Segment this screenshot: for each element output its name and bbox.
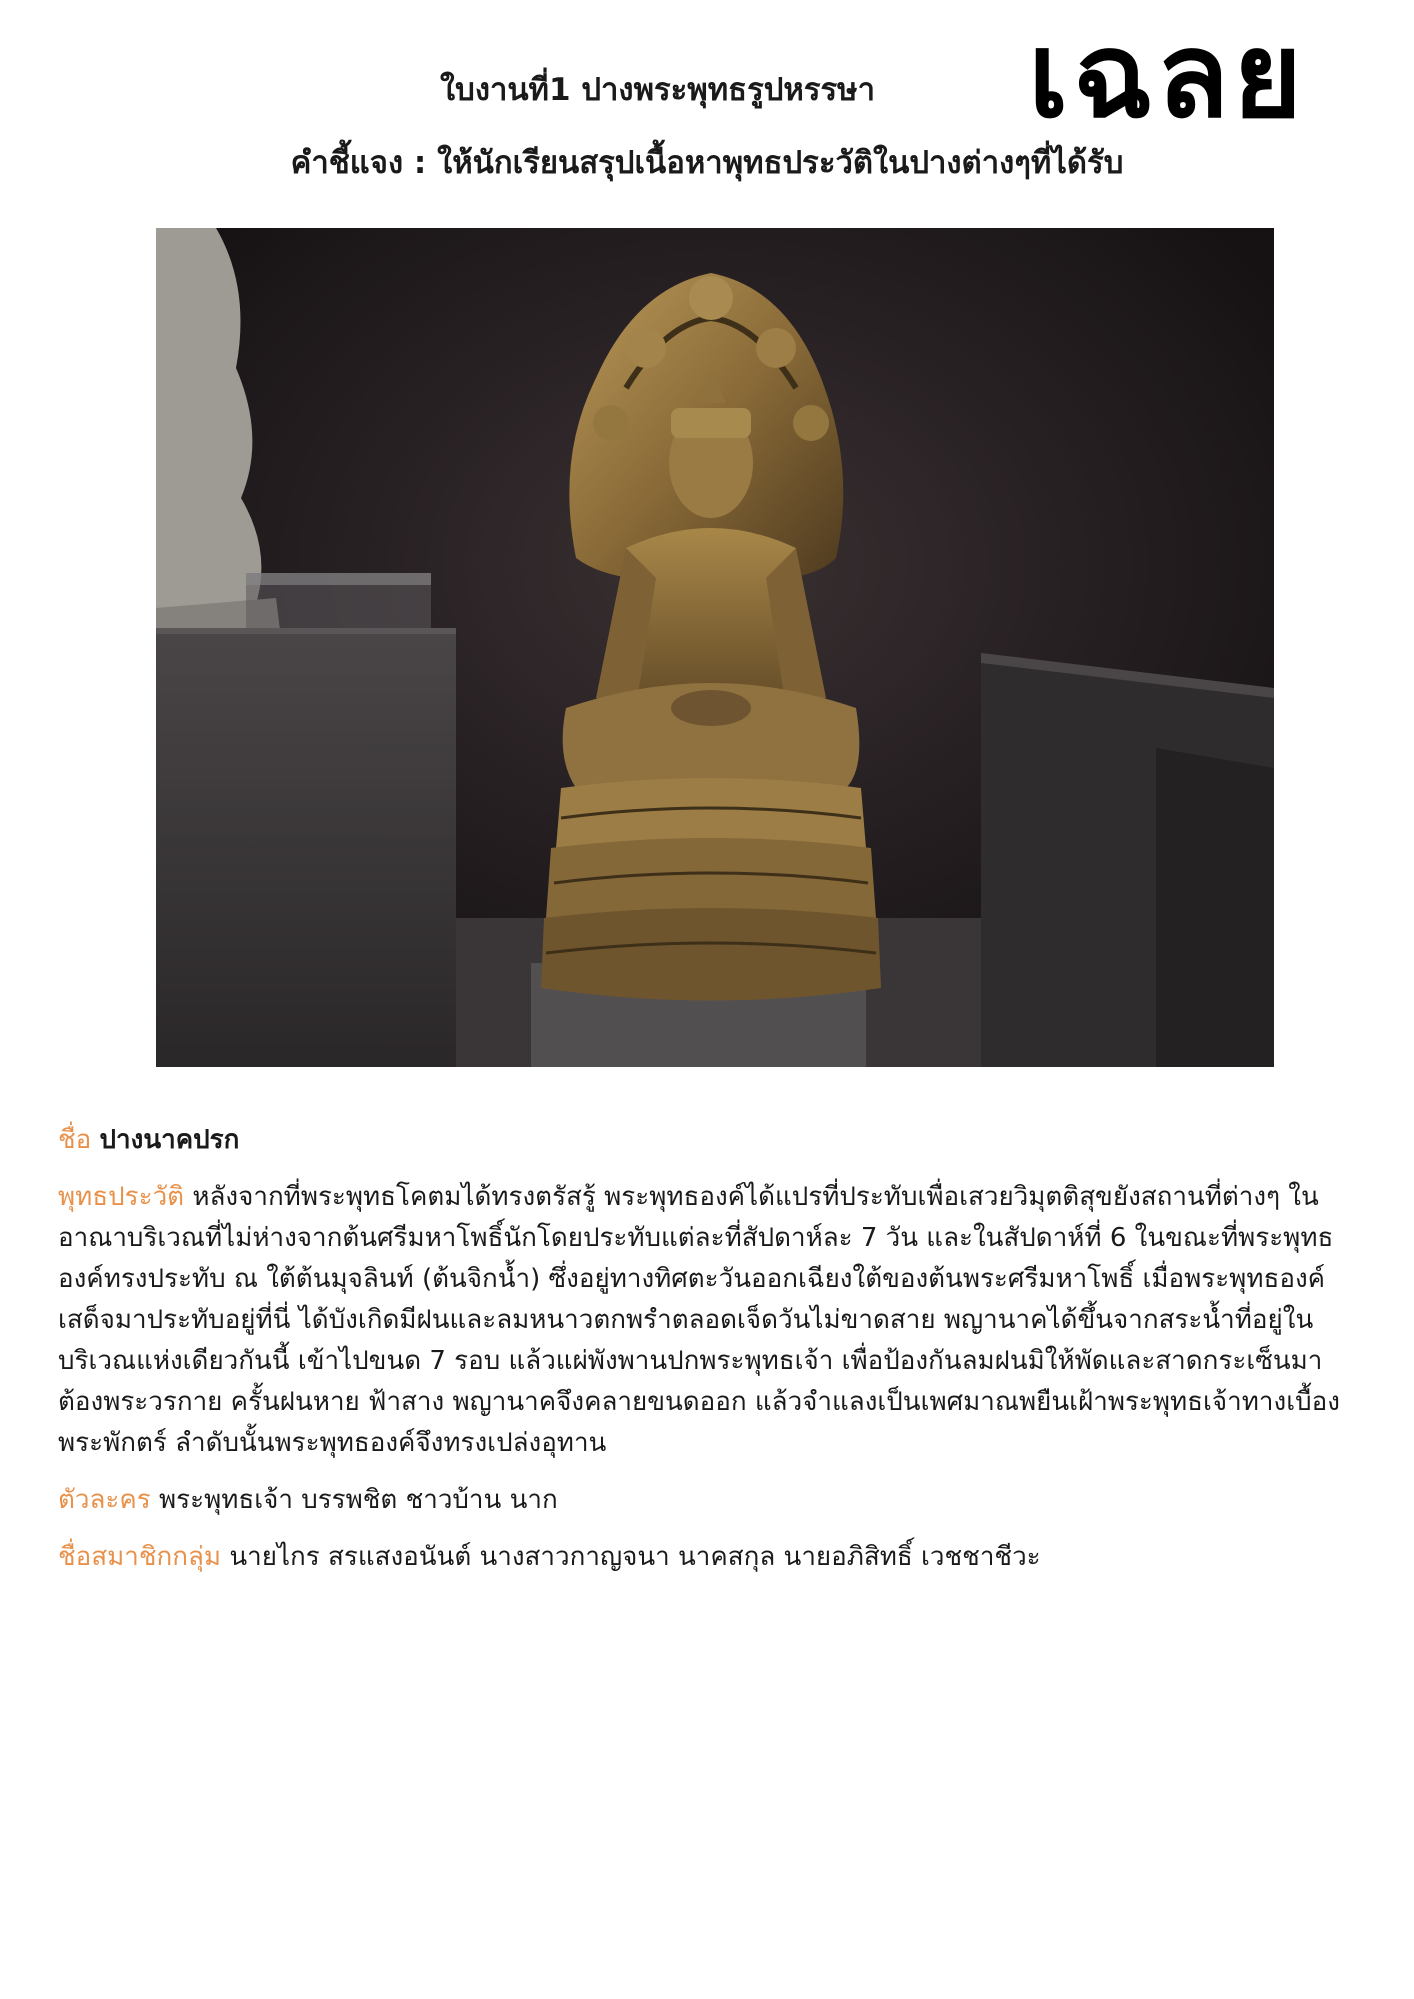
history-label: พุทธประวัติ xyxy=(58,1182,185,1212)
characters-value: พระพุทธเจ้า บรรพชิต ชาวบ้าน นาก xyxy=(159,1485,558,1515)
worksheet-title: ใบงานที่1 ปางพระพุทธรูปหรรษา xyxy=(440,72,875,108)
characters-field xyxy=(58,1480,1358,1521)
answer-key-stamp: เฉลย xyxy=(1028,6,1307,144)
members-label: ชื่อสมาชิกกลุ่ม xyxy=(58,1542,222,1572)
name-value: ปางนาคปรก xyxy=(99,1125,240,1155)
naga-buddha-statue-photo xyxy=(156,228,1274,1067)
name-field xyxy=(58,1120,1358,1161)
characters-label: ตัวละคร xyxy=(58,1485,151,1515)
summary-content xyxy=(58,1120,1358,1594)
worksheet-instructions: คำชี้แจง : ให้นักเรียนสรุปเนื้อหาพุทธประวัติในปางต่างๆที่ได้รับ xyxy=(290,145,1124,181)
history-field xyxy=(58,1177,1358,1464)
name-label: ชื่อ xyxy=(58,1125,92,1155)
history-text: หลังจากที่พระพุทธโคตมได้ทรงตรัสรู้ พระพุทธองค์ได้แปรที่ประทับเพื่อเสวยวิมุตติสุขยังสถานที่ต่างๆ ในอาณาบริเวณที่ไม่ห่างจากต้นศรีมหาโพธิ์นักโดยประทับแต่ละที่สัปดาห์ละ 7 วัน และในสัปดาห์ที่ 6 ในขณะที่พระพุทธองค์ทรงประทับ ณ ใต้ต้นมุจลินท์ (ต้นจิกน้ำ) ซึ่งอยู่ทางทิศตะวันออกเฉียงใต้ของต้นพระศรีมหาโพธิ์ เมื่อพระพุทธองค์เสด็จมาประทับอยู่ที่นี่ ได้บังเกิดมีฝนและลมหนาวตกพรำตลอดเจ็ดวันไม่ขาดสาย พญานาคได้ขึ้นจากสระน้ำที่อยู่ในบริเวณแห่งเดียวกันนี้ เข้าไปขนด 7 รอบ แล้วแผ่พังพานปกพระพุทธเจ้า เพื่อป้องกันลมฝนมิให้พัดและสาดกระเซ็นมาต้องพระวรกาย ครั้นฝนหาย ฟ้าสาง พญานาคจึงคลายขนดออก แล้วจำแลงเป็นเพศมาณพยืนเฝ้าพระพุทธเจ้าทางเบื้องพระพักตร์ ลำดับนั้นพระพุทธองค์จึงทรงเปล่งอุทาน xyxy=(58,1182,1340,1458)
members-value: นายไกร สรแสงอนันต์ นางสาวกาญจนา นาคสกุล นายอภิสิทธิ์ เวชชาชีวะ xyxy=(229,1542,1041,1572)
members-field xyxy=(58,1537,1358,1578)
